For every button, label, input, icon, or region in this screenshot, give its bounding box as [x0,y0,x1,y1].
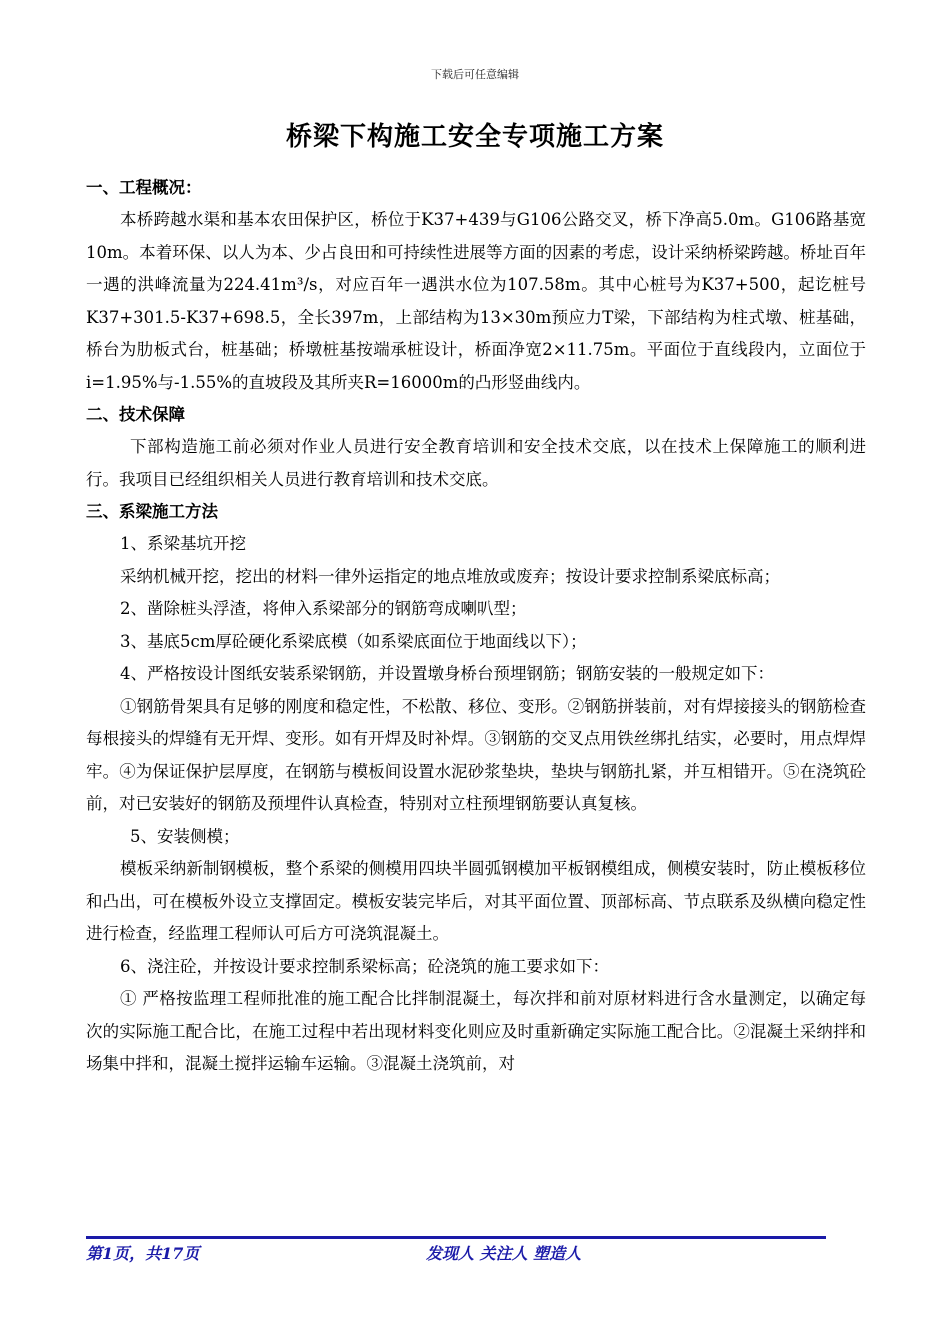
tech-paragraph: 下部构造施工前必须对作业人员进行安全教育培训和安全技术交底，以在技术上保障施工的顺利进行。我项目已经组织相关人员进行教育培训和技术交底。 [86,437,866,489]
overview-paragraph: 本桥跨越水渠和基本农田保护区，桥位于K37+439与G106公路交叉，桥下净高5.0m。G106路基宽10m。本着环保、以人为本、少占良田和可持续性进展等方面的因素的考虑，设计采纳桥梁跨越。桥址百年一遇的洪峰流量为224.41m³/s，对应百年一遇洪水位为107.58m。其中心桩号为K37+500，起讫桩号K37+301.5-K37+698.5，全长397m，上部结构为13×30m预应力T梁，下部结构为柱式墩、桩基础，桥台为肋板式台，桩基础；桥墩桩基按端承桩设计，桥面净宽2×11.75m。平面位于直线段内，立面位于i=1.95%与-1.55%的直坡段及其所夹R=16000m的凸形竖曲线内。 [86,210,866,392]
method-item-5-text: 模板采纳新制钢模板，整个系梁的侧模用四块半圆弧钢模加平板钢模组成，侧模安装时，防止模板移位和凸出，可在模板外设立支撑固定。模板安装完毕后，对其平面位置、顶部标高、节点联系及纵横向稳定性进行检查，经监理工程师认可后方可浇筑混凝土。 [86,859,866,943]
method-item-3: 3、基底5cm厚砼硬化系梁底模（如系梁底面位于地面线以下）； [120,631,587,651]
footer-page-info: 第1页，共17页 [86,1244,200,1263]
method-item-5: 5、安装侧模； [130,826,240,846]
method-item-4: 4、严格按设计图纸安装系梁钢筋，并设置墩身桥台预埋钢筋；钢筋安装的一般规定如下： [120,664,774,683]
section-heading-overview: 一、工程概况： [86,178,202,197]
method-item-6-text: ① 严格按监理工程师批准的施工配合比拌制混凝土，每次拌和前对原材料进行含水量测定，以确定每次的实际施工配合比，在施工过程中若出现材料变化则应及时重新确定实际施工配合比。②混凝土采纳拌和场集中拌和，混凝土搅拌运输车运输。③混凝土浇筑前，对 [86,989,866,1073]
footer-divider [86,1236,826,1239]
document-title: 桥梁下构施工安全专项施工方案 [285,122,664,152]
method-item-1: 1、系梁基坑开挖 [120,534,246,553]
method-item-6: 6、浇注砼，并按设计要求控制系梁标高；砼浇筑的施工要求如下： [120,956,609,976]
section-heading-tech: 二、技术保障 [86,405,185,424]
method-item-2: 2、凿除桩头浮渣，将伸入系梁部分的钢筋弯成喇叭型； [120,599,527,618]
document-body [86,172,866,1081]
footer-slogan: 发现人 关注人 塑造人 [426,1244,582,1263]
method-item-1-text: 采纳机械开挖，挖出的材料一律外运指定的地点堆放或废弃；按设计要求控制系梁底标高； [120,566,780,586]
section-heading-method: 三、系梁施工方法 [86,502,218,521]
method-item-4-text: ①钢筋骨架具有足够的刚度和稳定性，不松散、移位、变形。②钢筋拼装前，对有焊接接头的钢筋检查每根接头的焊缝有无开焊、变形。如有开焊及时补焊。③钢筋的交叉点用铁丝绑扎结实，必要时，用点焊焊牢。④为保证保护层厚度，在钢筋与模板间设置水泥砂浆垫块，垫块与钢筋扎紧，并互相错开。⑤在浇筑砼前，对已安装好的钢筋及预埋件认真检查，特别对立柱预埋钢筋要认真复核。 [86,696,866,813]
header-watermark: 下载后可任意编辑 [431,68,519,81]
